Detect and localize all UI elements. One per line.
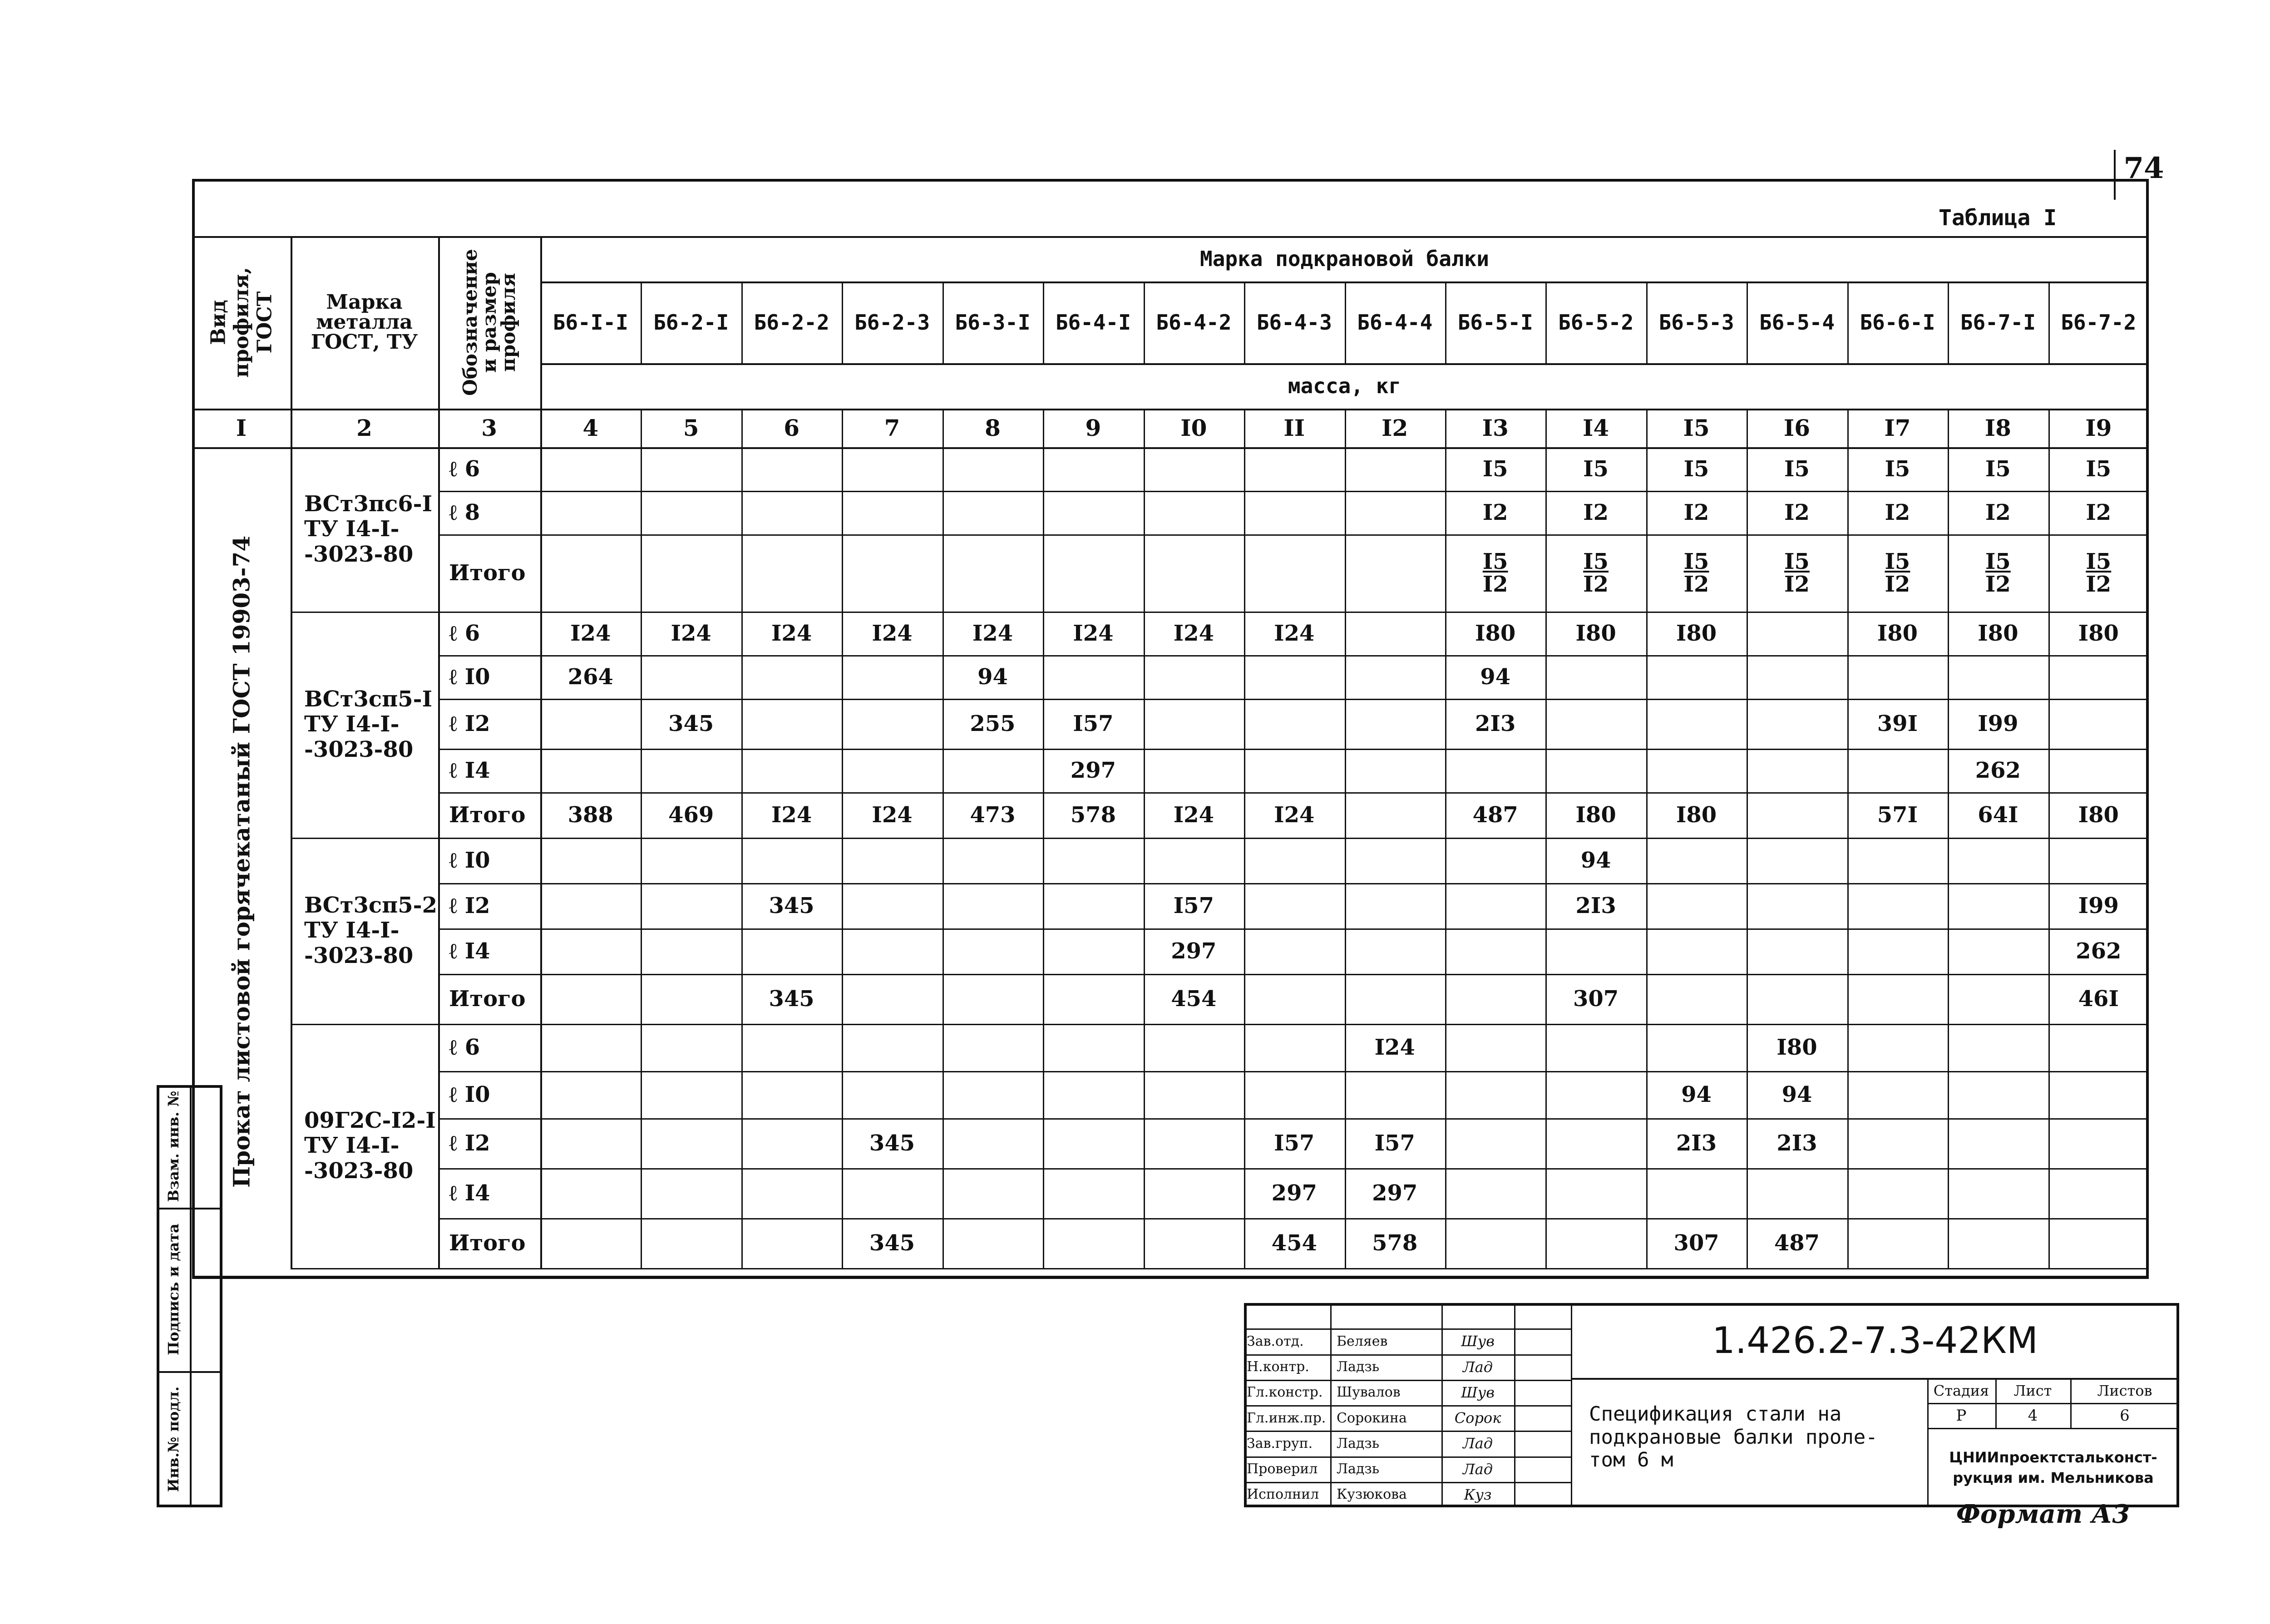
stamp-name: Сорокина (1337, 1410, 1407, 1426)
beam-header: Б6-I-I (553, 310, 628, 335)
stamp-role: Исполнил (1247, 1486, 1319, 1503)
stamp-name: Ладзь (1337, 1359, 1380, 1375)
stamp-field-label: Лист (2013, 1382, 2052, 1399)
column-number: I5 (1683, 415, 1710, 441)
mass-value: 2I3 (1777, 1130, 1817, 1156)
column-number: I4 (1583, 415, 1609, 441)
column-number: 4 (582, 415, 599, 441)
mass-value: I2 (1784, 500, 1810, 525)
beam-header: Б6-5-I (1457, 310, 1533, 335)
stamp-signature: Шув (1461, 1333, 1495, 1350)
mass-value: I80 (1575, 802, 1616, 828)
mass-value: I2 (2086, 500, 2112, 525)
row-rule (438, 749, 2149, 750)
stamp-signature: Лад (1462, 1435, 1493, 1452)
mass-value: 487 (1472, 802, 1518, 828)
mass-value: I5 I2 (1482, 548, 1508, 597)
stamp-field-value: 6 (2120, 1406, 2130, 1425)
stamp-signature: Лад (1462, 1358, 1493, 1376)
stamp-role: Проверил (1247, 1461, 1318, 1477)
description-line: подкрановые балки проле- (1589, 1425, 1878, 1449)
profile-size-label: ℓ I0 (449, 1082, 490, 1107)
beam-header: Б6-2-3 (854, 310, 930, 335)
mass-value: I5 (1683, 456, 1709, 482)
column-number: II (1283, 415, 1305, 441)
mass-value: 297 (1271, 1180, 1317, 1206)
mass-value: 2I3 (1475, 711, 1516, 736)
description-line: том 6 м (1589, 1448, 1673, 1472)
mass-value: I5 (1885, 456, 1910, 482)
stamp-role: Зав.груп. (1247, 1435, 1313, 1451)
mass-value: 94 (977, 664, 1008, 690)
mass-value: 39I (1877, 711, 1918, 736)
row-rule (438, 883, 2149, 884)
mass-value: I80 (2078, 621, 2119, 646)
mass-value: 578 (1372, 1230, 1418, 1256)
stamp-signature: Куз (1464, 1486, 1492, 1503)
profile-size-label: Итого (449, 802, 526, 828)
mass-value: 345 (769, 986, 814, 1012)
mass-value: 307 (1673, 1230, 1719, 1256)
steel-grade-line: ТУ I4-I- (304, 918, 400, 943)
mass-value: 2I3 (1575, 893, 1616, 918)
mass-value: 487 (1774, 1230, 1820, 1256)
stamp-name: Ладзь (1337, 1461, 1380, 1477)
mass-value: 2I3 (1676, 1130, 1717, 1156)
column-number: 8 (985, 415, 1001, 441)
column-rule (1144, 409, 1145, 1268)
beam-header: Б6-5-2 (1558, 310, 1634, 335)
column-number: I3 (1482, 415, 1509, 441)
beam-header: Б6-4-3 (1256, 310, 1332, 335)
mass-value: I5 (1985, 456, 2011, 482)
steel-grade-line: ВСт3пс6-I (304, 491, 433, 517)
mass-value: I57 (1274, 1130, 1315, 1156)
profile-size-label: ℓ I2 (449, 1130, 490, 1156)
steel-grade-line: ТУ I4-I- (304, 516, 400, 542)
profile-size-label: ℓ 6 (449, 621, 480, 646)
table-title: Таблица I (1938, 205, 2057, 231)
mass-value: 578 (1070, 802, 1116, 828)
beam-header: Б6-7-I (1960, 310, 2036, 335)
column-number: 9 (1085, 415, 1101, 441)
mass-value: I24 (1173, 621, 1214, 646)
mass-value: I5 I2 (2086, 548, 2112, 597)
mass-value: 46I (2078, 986, 2119, 1012)
beam-header: Б6-4-4 (1357, 310, 1433, 335)
beam-header: Б6-7-2 (2061, 310, 2137, 335)
mass-value: 94 (1580, 848, 1611, 873)
column-number: I9 (2085, 415, 2112, 441)
header-units: масса, кг (1288, 374, 1401, 398)
mass-value: I24 (1274, 802, 1315, 828)
profile-size-label: Итого (449, 1230, 526, 1256)
organization-line: рукция им. Мельникова (1953, 1469, 2154, 1486)
mass-value: 94 (1781, 1082, 1812, 1107)
mass-value: I24 (771, 802, 812, 828)
steel-grade-line: ТУ I4-I- (304, 1133, 400, 1159)
column-number: 6 (784, 415, 799, 441)
row-rule (291, 838, 2149, 839)
mass-value: I5 I2 (1583, 548, 1609, 597)
mass-value: I24 (872, 621, 913, 646)
column-number: 5 (683, 415, 699, 441)
beam-header: Б6-4-2 (1156, 310, 1232, 335)
mass-value: I24 (1274, 621, 1315, 646)
mass-value: I5 (1482, 456, 1508, 482)
stamp-role: Гл.инж.пр. (1247, 1410, 1326, 1426)
mass-value: I2 (1683, 500, 1709, 525)
mass-value: 262 (2076, 938, 2122, 964)
mass-value: 297 (1070, 758, 1116, 783)
stamp-field-value: Р (1956, 1406, 1967, 1425)
column-number: I7 (1884, 415, 1911, 441)
mass-value: 94 (1480, 664, 1511, 690)
mass-value: I24 (1073, 621, 1114, 646)
header-beam-group: Марка подкрановой балки (1200, 247, 1489, 271)
steel-grade-line: -3023-80 (304, 736, 414, 762)
mass-value: I5 I2 (1784, 548, 1810, 597)
organization-line: ЦНИИпроектстальконст- (1949, 1448, 2157, 1466)
mass-value: 297 (1171, 938, 1217, 964)
profile-size-label: ℓ I2 (449, 711, 490, 736)
stamp-field-label: Листов (2097, 1382, 2152, 1399)
profile-size-label: ℓ 6 (449, 1035, 480, 1060)
row-rule (438, 974, 2149, 975)
profile-size-label: ℓ I4 (449, 758, 490, 783)
mass-value: 345 (869, 1130, 915, 1156)
profile-size-label: ℓ I0 (449, 664, 490, 690)
mass-value: I80 (1676, 802, 1717, 828)
side-stamp-rule (190, 1085, 192, 1507)
mass-value: I5 (1784, 456, 1810, 482)
profile-size-label: ℓ I4 (449, 1180, 490, 1206)
document-code: 1.426.2-7.3-42КМ (1712, 1319, 2038, 1362)
row-rule (438, 655, 2149, 657)
mass-value: I2 (1985, 500, 2011, 525)
mass-value: I57 (1374, 1130, 1415, 1156)
steel-grade-cell (291, 447, 438, 612)
steel-grade-cell (291, 1024, 438, 1268)
description-line: Спецификация стали на (1589, 1402, 1842, 1426)
mass-value: 255 (970, 711, 1016, 736)
beam-header: Б6-2-2 (754, 310, 829, 335)
mass-value: 454 (1271, 1230, 1317, 1256)
mass-value: 473 (970, 802, 1016, 828)
mass-value: I5 I2 (1985, 548, 2011, 597)
mass-value: I80 (1676, 621, 1717, 646)
page-number: 74 (2123, 151, 2164, 185)
beam-header: Б6-2-I (653, 310, 729, 335)
beam-header: Б6-5-3 (1658, 310, 1734, 335)
mass-value: 345 (869, 1230, 915, 1256)
column-rule (741, 409, 743, 1268)
mass-value: 297 (1372, 1180, 1418, 1206)
profile-size-label: Итого (449, 560, 526, 586)
mass-value: I5 (2086, 456, 2112, 482)
beam-header: Б6-5-4 (1759, 310, 1835, 335)
mass-value: I80 (1777, 1035, 1817, 1060)
side-stamp-rule (157, 1208, 222, 1209)
stamp-role: Зав.отд. (1247, 1333, 1304, 1349)
profile-size-label: ℓ 6 (449, 456, 480, 482)
stamp-signature: Шув (1461, 1383, 1495, 1401)
column-number: I6 (1783, 415, 1811, 441)
mass-value: I80 (1978, 621, 2018, 646)
steel-grade-cell (291, 612, 438, 838)
mass-value: I24 (570, 621, 611, 646)
mass-value: I80 (1475, 621, 1516, 646)
profile-size-label: ℓ I2 (449, 893, 490, 918)
mass-value: 307 (1573, 986, 1619, 1012)
profile-size-label: ℓ I4 (449, 938, 490, 964)
mass-value: I99 (1978, 711, 2018, 736)
steel-grade-line: -3023-80 (304, 943, 414, 968)
stamp-name: Кузюкова (1337, 1486, 1407, 1503)
mass-value: 94 (1681, 1082, 1712, 1107)
mass-value: 345 (769, 893, 814, 918)
stamp-signature: Лад (1462, 1460, 1493, 1478)
side-stamp-rule (157, 1371, 222, 1373)
profile-type-label: Прокат листовой горячекатаный ГОСТ 19903-74 (228, 535, 255, 1188)
mass-value: I2 (1583, 500, 1609, 525)
mass-value: 262 (1975, 758, 2021, 783)
stamp-field-value: 4 (2028, 1406, 2038, 1425)
row-rule (438, 928, 2149, 930)
beam-header: Б6-4-I (1055, 310, 1131, 335)
mass-value: I24 (671, 621, 711, 646)
mass-value: 345 (668, 711, 714, 736)
row-rule (438, 1071, 2149, 1072)
stamp-role: Гл.констр. (1247, 1384, 1323, 1401)
steel-grade-line: 09Г2С-I2-I (304, 1108, 436, 1134)
column-rule (641, 409, 642, 1268)
side-stamp-label: Взам. инв. № (164, 1091, 182, 1202)
mass-value: I99 (2078, 893, 2119, 918)
table-bottom-rule (192, 1276, 2149, 1278)
mass-value: 57I (1877, 802, 1918, 828)
header-steel-grade: Марка металла ГОСТ, ТУ (311, 291, 418, 354)
mass-value: 64I (1978, 802, 2018, 828)
beam-header: Б6-3-I (955, 310, 1031, 335)
steel-grade-line: -3023-80 (304, 541, 414, 567)
mass-value: I24 (972, 621, 1013, 646)
column-rule (943, 409, 944, 1268)
column-number: I (236, 415, 247, 441)
mass-value: 264 (568, 664, 613, 690)
column-number: I8 (1984, 415, 2011, 441)
mass-value: I5 I2 (1885, 548, 1910, 597)
steel-grade-line: ТУ I4-I- (304, 711, 400, 737)
column-number: 7 (884, 415, 900, 441)
mass-value: I24 (872, 802, 913, 828)
header-profile-size: Обозначение и размер профиля (459, 249, 519, 396)
mass-value: I24 (1374, 1035, 1415, 1060)
mass-value: I2 (1482, 500, 1508, 525)
stamp-signature: Сорок (1454, 1409, 1501, 1427)
mass-value: 388 (568, 802, 613, 828)
side-stamp-label: Инв.№ подл. (164, 1386, 182, 1492)
stamp-role: Н.контр. (1247, 1359, 1309, 1375)
mass-value: I24 (771, 621, 812, 646)
column-rule (1043, 409, 1044, 1268)
format-label: Формат А3 (1956, 1499, 2130, 1529)
mass-value: I5 (1583, 456, 1609, 482)
column-number: 3 (481, 415, 497, 441)
row-rule (291, 1268, 2149, 1269)
steel-grade-line: -3023-80 (304, 1158, 414, 1184)
mass-value: I57 (1073, 711, 1114, 736)
stamp-name: Ладзь (1337, 1435, 1380, 1451)
steel-grade-line: ВСт3сп5-2 (304, 893, 437, 918)
mass-value: I2 (1885, 500, 1910, 525)
header-profile-type: Вид профиля, ГОСТ (207, 267, 276, 378)
side-stamp-label: Подпись и дата (164, 1224, 182, 1355)
mass-value: I57 (1173, 893, 1214, 918)
mass-value: 469 (668, 802, 714, 828)
document-description (1571, 1378, 1927, 1507)
mass-value: 454 (1171, 986, 1217, 1012)
mass-value: I80 (1575, 621, 1616, 646)
column-number: I0 (1180, 415, 1207, 441)
row-rule (291, 1024, 2149, 1025)
profile-size-label: Итого (449, 986, 526, 1012)
column-number: I2 (1382, 415, 1408, 441)
mass-value: I80 (2078, 802, 2119, 828)
beam-header: Б6-6-I (1860, 310, 1935, 335)
steel-grade-line: ВСт3сп5-I (304, 686, 433, 712)
column-number: 2 (356, 415, 372, 441)
profile-size-label: ℓ 8 (449, 500, 480, 525)
steel-grade-cell (291, 838, 438, 1024)
stamp-field-label: Стадия (1933, 1382, 1989, 1399)
mass-value: I24 (1173, 802, 1214, 828)
profile-size-label: ℓ I0 (449, 848, 490, 873)
mass-value: I5 I2 (1683, 548, 1709, 597)
mass-value: I80 (1877, 621, 1918, 646)
stamp-name: Беляев (1337, 1333, 1388, 1349)
stamp-name: Шувалов (1337, 1384, 1401, 1401)
